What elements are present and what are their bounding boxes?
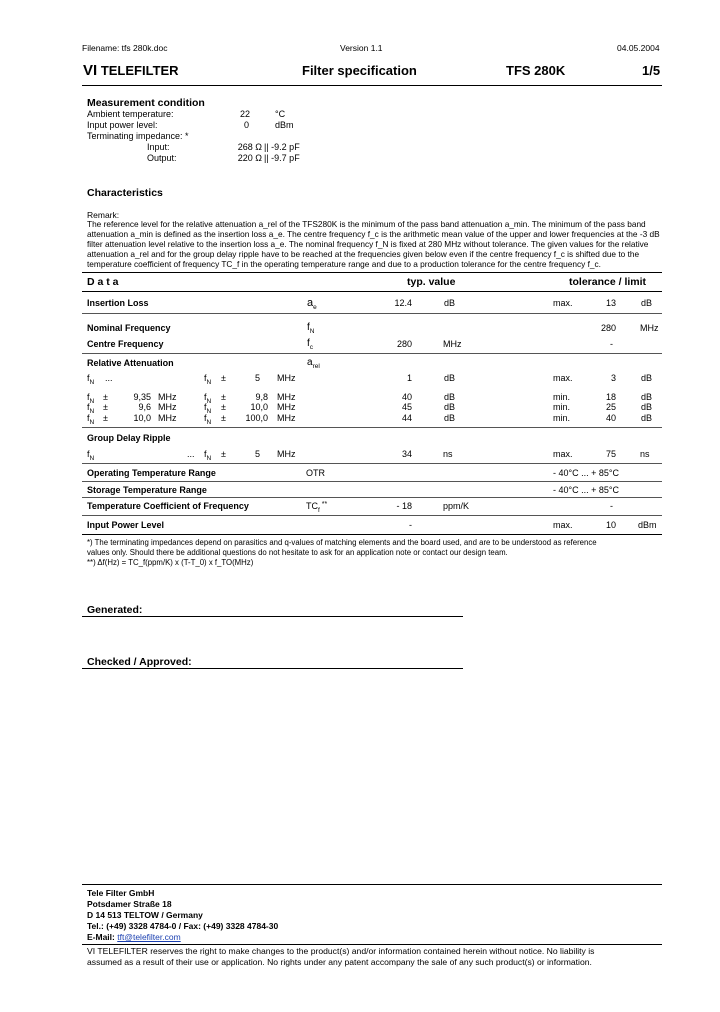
row-rule	[82, 353, 662, 354]
tcf-value: - 18	[396, 501, 412, 511]
row-rule	[82, 313, 662, 314]
rel-row-2-v2: 9,8	[255, 392, 268, 402]
rel-row-3-limvalue: 25	[605, 402, 616, 412]
input-cap: || -9.2 pF	[264, 142, 300, 152]
centre-freq-label: Centre Frequency	[87, 339, 164, 349]
gdr-limunit: ns	[640, 449, 650, 459]
ambient-unit: °C	[275, 109, 286, 119]
page-number: 1/5	[642, 63, 661, 78]
gdr-f2: $f_N$	[204, 449, 212, 462]
tcf-limtype: -	[610, 501, 613, 511]
rel-row-4-limunit: dB	[641, 413, 653, 423]
remark-line: attenuation a_rel and for the group delay ripple have to be reached at the frequencies given below even if the centre frequency f_c is shifted due to the	[87, 248, 640, 259]
rel-row-2-u2: MHz	[277, 392, 296, 402]
st-temp-limit: - 40°C ... + 85°C	[553, 485, 619, 495]
rel-row-3-pm2: ±	[221, 402, 226, 412]
insertion-loss-unit: dB	[444, 298, 456, 308]
op-temp-symbol: OTR	[306, 468, 325, 478]
measurement-title: Measurement condition	[87, 97, 205, 109]
col-tol: tolerance / limit	[569, 276, 647, 288]
rel-row-1-limunit: dB	[641, 373, 653, 383]
insertion-loss-value: 12.4	[394, 298, 412, 308]
footer-tel: Tel.: (+49) 3328 4784-0 / Fax: (+49) 3328 4784-30	[87, 921, 279, 931]
footer-rule-2	[82, 944, 662, 945]
generated-line	[82, 616, 463, 617]
gdr-value: 34	[401, 449, 412, 459]
ipl-label: Input Power Level	[87, 520, 165, 530]
table-top-rule	[82, 272, 662, 273]
rel-row-3-v1: 9,6	[138, 402, 151, 412]
gdr-pm2: ±	[221, 449, 226, 459]
gdr-limvalue: 75	[605, 449, 616, 459]
insertion-loss-label: Insertion Loss	[87, 298, 149, 308]
ipl-limvalue: 10	[605, 520, 616, 530]
rel-row-4-f1: $f_N$	[87, 413, 95, 426]
st-temp-label: Storage Temperature Range	[87, 485, 207, 495]
footer-city: D 14 513 TELTOW / Germany	[87, 910, 203, 920]
rel-row-4-f2: $f_N$	[204, 413, 212, 426]
version: Version 1.1	[340, 43, 383, 53]
rel-row-4-unit: dB	[444, 413, 456, 423]
rel-att-label: Relative Attenuation	[87, 358, 174, 368]
ipl-value: -	[409, 520, 412, 530]
impedance-label: Terminating impedance: *	[87, 131, 189, 141]
generated-label: Generated:	[87, 604, 143, 616]
checked-line	[82, 668, 463, 669]
row-rule	[82, 515, 662, 516]
rel-att-symbol: $a_{rel}$	[307, 357, 320, 370]
rel-row-2-limtype: min.	[553, 392, 571, 402]
rel-row-3-unit: dB	[444, 402, 456, 412]
rel-row-3-u1: MHz	[158, 402, 177, 412]
rel-row-1-f1: $f_N$	[87, 373, 95, 386]
ipl-limunit: dBm	[638, 520, 657, 530]
gdr-u2: MHz	[277, 449, 296, 459]
rel-row-1-unit: dB	[444, 373, 456, 383]
rel-row-2-u1: MHz	[158, 392, 177, 402]
col-typ: typ. value	[407, 276, 456, 288]
centre-freq-unit: MHz	[443, 339, 462, 349]
row-rule	[82, 481, 662, 482]
rel-row-1-u2: MHz	[277, 373, 296, 383]
output-label: Output:	[147, 153, 177, 163]
email-label: E-Mail:	[87, 932, 115, 942]
remark-line: The reference level for the relative attenuation a_rel of the TFS280K is the minimum of the pass band attenuation a_min. The minimum of the pass band	[87, 219, 646, 229]
disclaimer-1: VI TELEFILTER reserves the right to make changes to the product(s) and/or information contained herein without notice. No liability is	[87, 946, 595, 956]
ipl-limtype: max.	[553, 520, 573, 530]
characteristics-title: Characteristics	[87, 187, 163, 199]
rel-row-1-v1: ...	[105, 373, 113, 383]
rel-row-1-v2: 5	[254, 373, 260, 383]
tcf-symbol: $TC_f$ **	[306, 501, 328, 514]
footnote-2: values only. Should there be additional questions do not hesitate to ask for an application note or contact our design team.	[87, 548, 508, 557]
insertion-loss-limunit: dB	[641, 298, 653, 308]
header-rule	[82, 85, 662, 86]
rel-row-2-unit: dB	[444, 392, 456, 402]
insertion-loss-limtype: max.	[553, 298, 573, 308]
remark-text	[87, 220, 672, 270]
gdr-v1: ...	[187, 449, 195, 459]
rel-row-2-pm1: ±	[103, 392, 108, 402]
gdr-v2: 5	[254, 449, 260, 459]
footer-rule	[82, 884, 662, 885]
insertion-loss-symbol: $a_e$	[307, 297, 317, 312]
remark-line: filter attenuation level relative to the insertion loss a_e. The nominal frequency f_N is fixed at 280 MHz without tolerance. The given values for the relative	[87, 238, 649, 249]
nominal-freq-limvalue: 280	[600, 323, 616, 333]
footer-email	[87, 932, 181, 942]
rel-row-1-f2: $f_N$	[204, 373, 212, 386]
output-cap: || -9.7 pF	[264, 153, 300, 163]
logo-text: TELEFILTER	[100, 63, 179, 78]
rel-row-4-v2: 100,0	[245, 413, 268, 423]
remark-line: attenuation a_min is defined as the insertion loss a_e. The centre frequency f_c is the arithmetic mean value of the upper and lower frequencies at the -3 dB	[87, 228, 660, 239]
gdr-label: Group Delay Ripple	[87, 433, 171, 443]
rel-row-3-value: 45	[401, 402, 412, 412]
rel-row-2-v1: 9,35	[133, 392, 151, 402]
output-value: 220 Ω	[237, 153, 262, 163]
power-unit: dBm	[275, 120, 294, 130]
doc-date: 04.05.2004	[617, 43, 660, 53]
rel-row-2-value: 40	[401, 392, 412, 402]
footnote-1: *) The terminating impedances depend on parasitics and q-values of matching elements and the board used, and are to be understood as reference	[87, 538, 597, 547]
tcf-label: Temperature Coefficient of Frequency	[87, 501, 249, 511]
ambient-label: Ambient temperature:	[87, 109, 174, 119]
footer-street: Potsdamer Straße 18	[87, 899, 172, 909]
centre-freq-value: 280	[396, 339, 412, 349]
rel-row-4-u1: MHz	[158, 413, 177, 423]
rel-row-1-value: 1	[406, 373, 412, 383]
nominal-freq-symbol: $f_N$	[307, 322, 315, 335]
op-temp-label: Operating Temperature Range	[87, 468, 216, 478]
remark-label: Remark:	[87, 210, 120, 220]
checked-label: Checked / Approved:	[87, 656, 192, 668]
rel-row-1-limvalue: 3	[610, 373, 616, 383]
rel-row-4-limtype: min.	[553, 413, 571, 423]
table-header-rule	[82, 291, 662, 292]
email-link[interactable]: tft@telefilter.com	[117, 932, 181, 942]
footnote-3: **) Δf(Hz) = TC_f(ppm/K) x (T-T_0) x f_TO(MHz)	[87, 558, 254, 567]
rel-row-2-limunit: dB	[641, 392, 653, 402]
logo-vi: VI	[83, 62, 98, 79]
input-value: 268 Ω	[237, 142, 262, 152]
footer-company: Tele Filter GmbH	[87, 888, 155, 898]
table-bottom-rule	[82, 534, 662, 535]
rel-row-4-limvalue: 40	[605, 413, 616, 423]
op-temp-limit: - 40°C ... + 85°C	[553, 468, 619, 478]
filename: Filename: tfs 280k.doc	[82, 43, 168, 53]
input-label: Input:	[147, 142, 170, 152]
nominal-freq-label: Nominal Frequency	[87, 323, 171, 333]
centre-freq-symbol: $f_c$	[307, 338, 314, 351]
rel-row-3-f2: $f_N$	[204, 402, 212, 415]
ambient-value: 22	[239, 109, 250, 119]
nominal-freq-limunit: MHz	[640, 323, 659, 333]
rel-row-1-pm2: ±	[221, 373, 226, 383]
rel-row-2-limvalue: 18	[605, 392, 616, 402]
rel-row-3-u2: MHz	[277, 402, 296, 412]
gdr-unit: ns	[443, 449, 453, 459]
rel-row-1-limtype: max.	[553, 373, 573, 383]
centre-freq-limtype: -	[610, 339, 613, 349]
row-rule	[82, 427, 662, 428]
rel-row-3-pm1: ±	[103, 402, 108, 412]
rel-row-4-pm2: ±	[221, 413, 226, 423]
disclaimer-2: assumed as a result of their use or application. No rights under any patent accompany the sale of any such product(s) or information.	[87, 957, 592, 967]
gdr-limtype: max.	[553, 449, 573, 459]
rel-row-2-f2: $f_N$	[204, 392, 212, 405]
rel-row-3-limunit: dB	[641, 402, 653, 412]
part-number: TFS 280K	[506, 63, 566, 78]
power-value: 0	[243, 120, 249, 130]
rel-row-3-f1: $f_N$	[87, 402, 95, 415]
rel-row-2-f1: $f_N$	[87, 392, 95, 405]
rel-row-2-pm2: ±	[221, 392, 226, 402]
rel-row-4-pm1: ±	[103, 413, 108, 423]
rel-row-4-u2: MHz	[277, 413, 296, 423]
company-logo	[83, 62, 179, 79]
rel-row-4-v1: 10,0	[133, 413, 151, 423]
row-rule	[82, 463, 662, 464]
rel-row-3-limtype: min.	[553, 402, 571, 412]
tcf-unit: ppm/K	[443, 501, 470, 511]
rel-row-4-value: 44	[401, 413, 412, 423]
doc-title: Filter specification	[302, 63, 417, 78]
gdr-f1: $f_N$	[87, 449, 95, 462]
remark-line: temperature coefficient of frequency TC_f in the operating temperature range and due to a production tolerance for the centre frequency f_c.	[87, 258, 601, 269]
insertion-loss-limvalue: 13	[605, 298, 616, 308]
row-rule	[82, 497, 662, 498]
power-label: Input power level:	[87, 120, 158, 130]
rel-row-3-v2: 10,0	[250, 402, 268, 412]
col-data: D a t a	[87, 276, 119, 288]
